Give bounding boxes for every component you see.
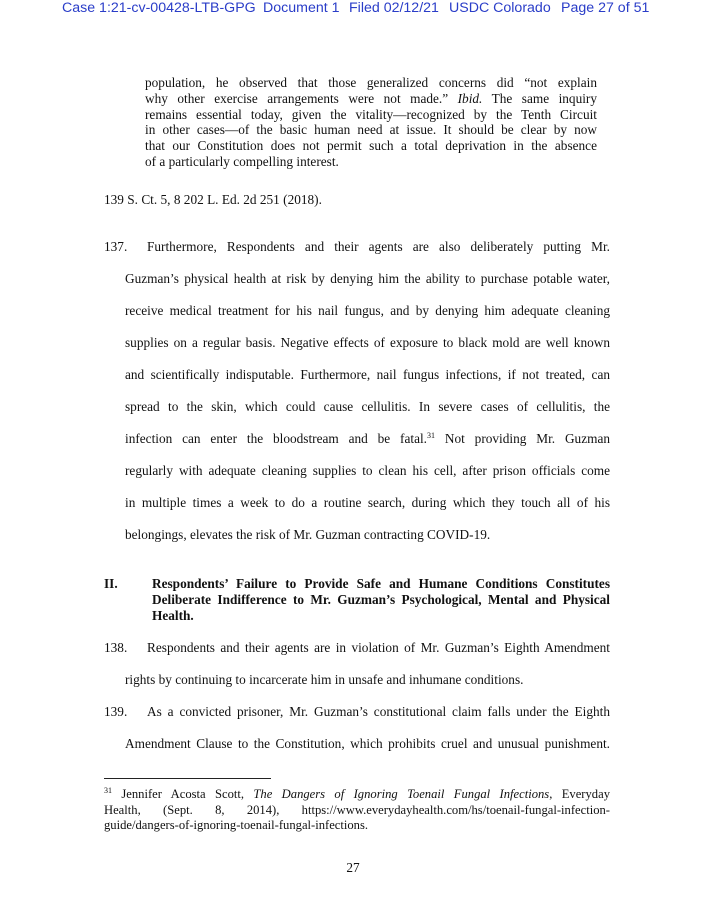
block-quote [145,75,597,170]
paragraph-line: supplies on a regular basis. Negative effects of exposure to black mold are well known [125,335,610,350]
case-citation: 139 S. Ct. 5, 8 202 L. Ed. 2d 251 (2018). [104,192,322,207]
footnote-divider [104,778,271,779]
page-number: 27 [346,860,360,875]
section-title-line: Deliberate Indifference to Mr. Guzman’s Psychological, Mental and Physical [152,592,610,607]
case-number: Case 1:21-cv-00428-LTB-GPG [62,0,256,16]
paragraph-line: and scientifically indisputable. Furthermore, nail fungus infections, if not treated, can [125,367,610,382]
paragraph-line: Guzman’s physical health at risk by denying him the ability to purchase potable water, [125,271,610,286]
quote-line: of a particularly compelling interest. [145,153,339,169]
paragraph-line: regularly with adequate cleaning supplies to clean his cell, after prison officials come [125,463,610,478]
quote-line: why other exercise arrangements were not made.” Ibid. The same inquiry [145,90,597,106]
quote-line: remains essential today, given the vitality—recognized by the Tenth Circuit [145,106,597,122]
filed-date: Filed 02/12/21 [349,0,439,16]
paragraph-number: 138. [104,640,128,655]
footnote-line: Health, (Sept. 8, 2014), https://www.everydayhealth.com/hs/toenail-fungal-infection- [104,802,610,817]
section-title-line: Respondents’ Failure to Provide Safe and Humane Conditions Constitutes [152,576,610,591]
footnote-line: $^{31}$ Jennifer Acosta Scott, The Dangers of Ignoring Toenail Fungal Infections, Everyday [104,786,610,801]
paragraph-line: Respondents and their agents are in violation of Mr. Guzman’s Eighth Amendment [147,640,610,655]
footnote-line: guide/dangers-of-ignoring-toenail-fungal-infections. [104,818,369,832]
paragraph-number: 137. [104,239,128,254]
paragraph-line: infection can enter the bloodstream and be fatal.$^{31}$ Not providing Mr. Guzman [125,431,610,446]
paragraph-line: belongings, elevates the risk of Mr. Guzman contracting COVID-19. [125,527,491,542]
page-count: Page 27 of 51 [561,0,650,16]
paragraph-number: 139. [104,704,128,719]
court-header [0,0,706,18]
footnote [104,787,610,834]
footnote-reference: 31 [427,431,435,440]
paragraph-line: Amendment Clause to the Constitution, which prohibits cruel and unusual punishment. [125,736,610,751]
section-number: II. [104,576,118,591]
quote-line: population, he observed that those generalized concerns did “not explain [145,75,597,90]
section-title-line: Health. [152,608,194,623]
footnote-article-title: The Dangers of Ignoring Toenail Fungal Infections [253,787,550,801]
quote-line: in other cases—of the basic human need at issue. It should be clear by now [145,122,597,138]
footnote-number: 31 [104,786,112,795]
document-number: Document 1 [263,0,340,16]
paragraph-line: Furthermore, Respondents and their agents are also deliberately putting Mr. [147,239,610,254]
paragraph-line: spread to the skin, which could cause cellulitis. In severe cases of cellulitis, the [125,399,610,414]
quote-line: that our Constitution does not permit such a total deprivation in the absence [145,138,597,154]
paragraph-line: As a convicted prisoner, Mr. Guzman’s constitutional claim falls under the Eighth [147,704,610,719]
paragraph-line: receive medical treatment for his nail fungus, and by denying him adequate cleaning [125,303,610,318]
paragraph-line: rights by continuing to incarcerate him in unsafe and inhumane conditions. [125,672,524,687]
ibid-citation: Ibid. [457,90,483,106]
paragraph-line: in multiple times a week to do a routine search, during which they touch all of his [125,495,610,510]
court-name: USDC Colorado [449,0,551,16]
